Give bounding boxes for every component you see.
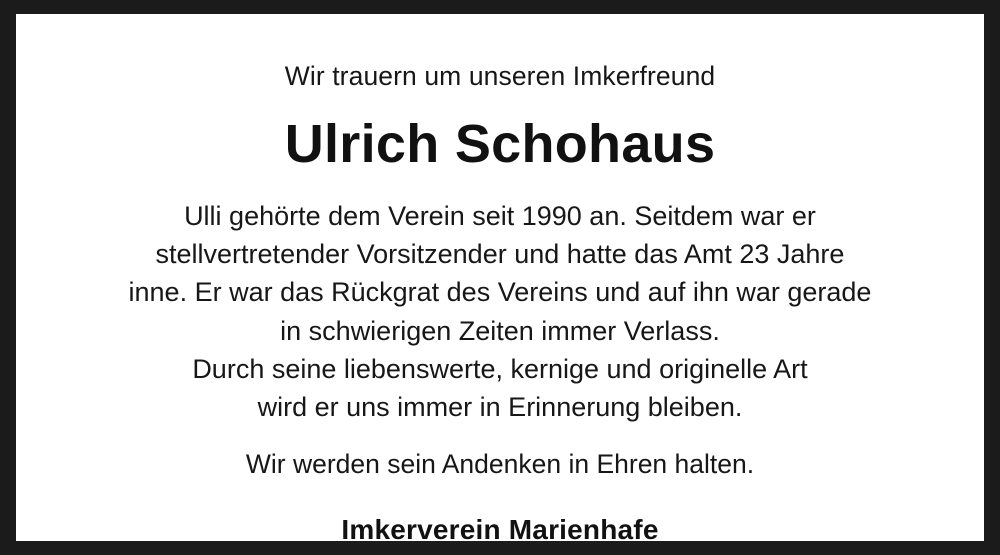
signature-text: Imkerverein Marienhafe — [341, 514, 659, 546]
tribute-text — [129, 197, 872, 427]
closing-text: Wir werden sein Andenken in Ehren halten. — [245, 448, 755, 479]
tribute-line: in schwierigen Zeiten immer Verlass. — [280, 315, 720, 346]
tribute-line: Ulli gehörte dem Verein seit 1990 an. Seitdem war er — [184, 200, 816, 231]
obituary-card — [16, 14, 984, 546]
tribute-line: inne. Er war das Rückgrat des Vereins und auf ihn war gerade — [128, 277, 872, 308]
deceased-name: Ulrich Schohaus — [284, 114, 716, 175]
tribute-line: wird er uns immer in Erinnerung bleiben. — [257, 392, 743, 423]
tribute-line: Durch seine liebenswerte, kernige und originelle Art — [192, 353, 808, 384]
tribute-line: stellvertretender Vorsitzender und hatte das Amt 23 Jahre — [155, 238, 845, 269]
intro-text: Wir trauern um unseren Imkerfreund — [284, 61, 716, 91]
